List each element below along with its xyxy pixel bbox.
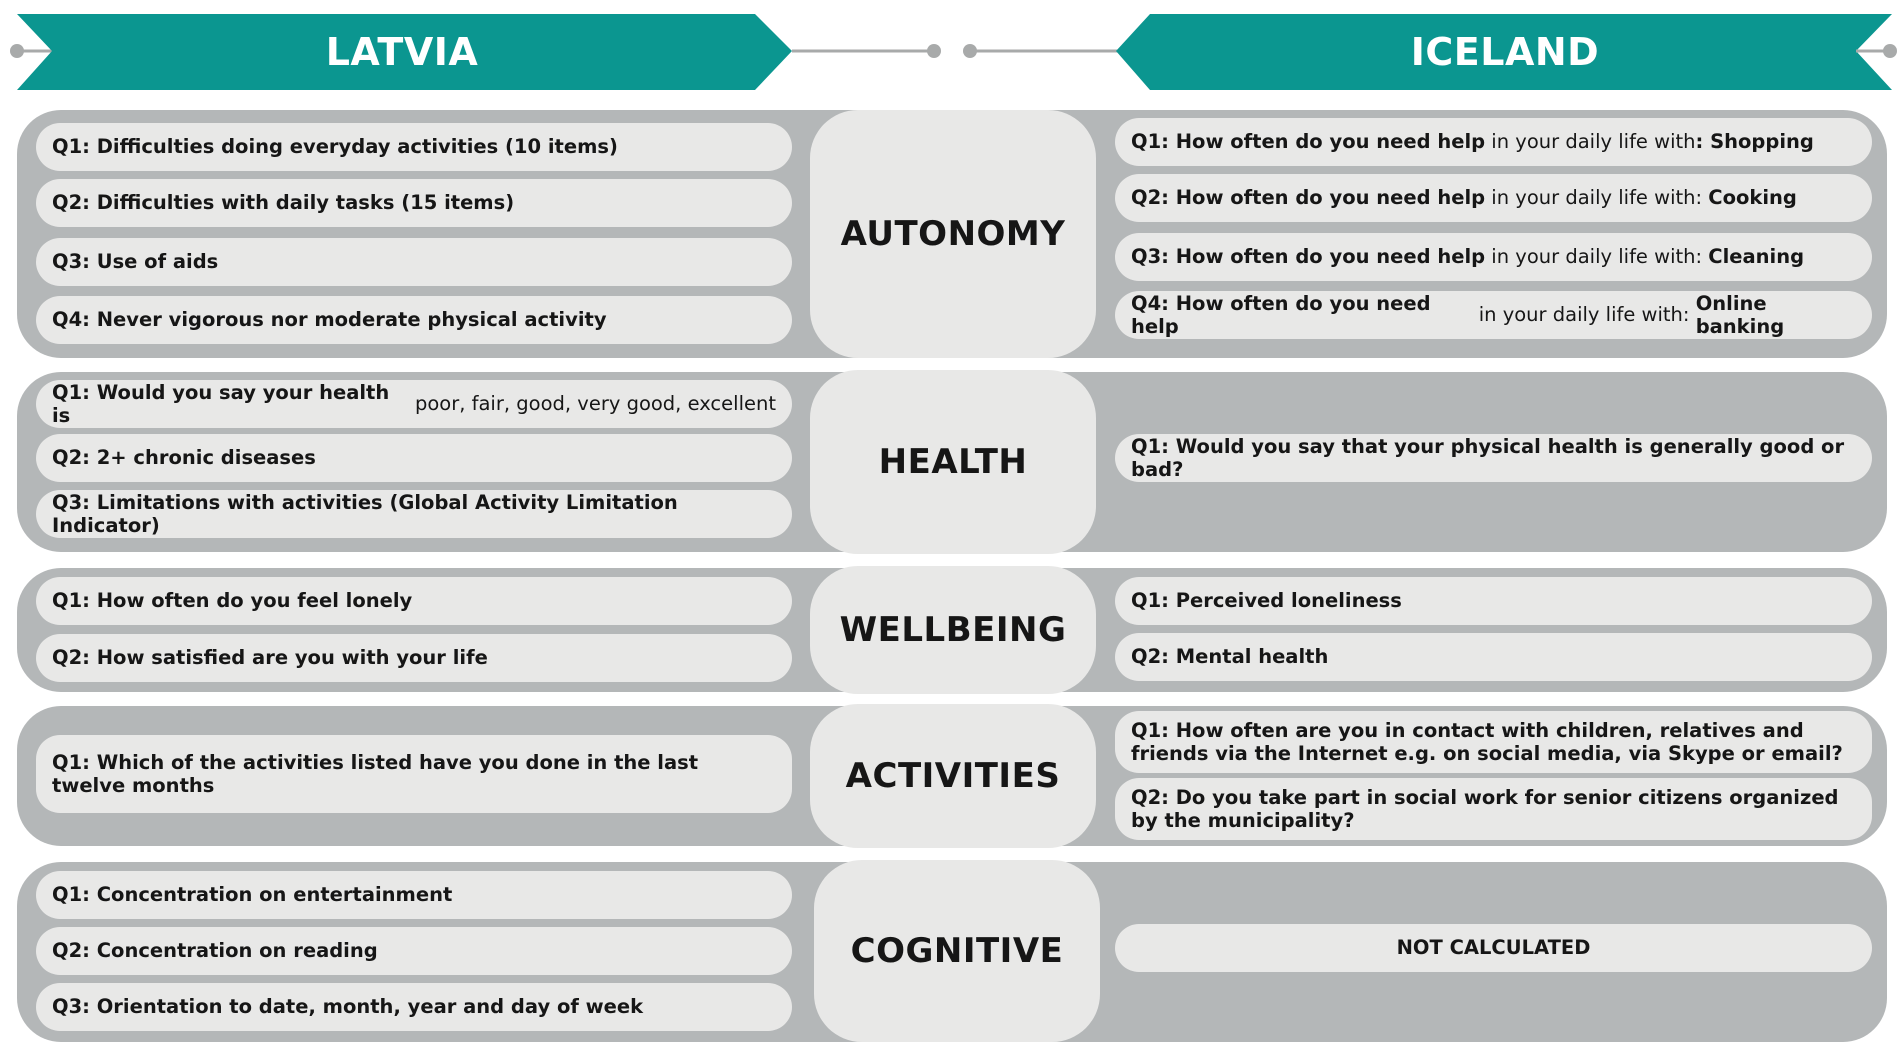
iceland-title: ICELAND <box>1410 30 1600 74</box>
autonomy-iceland-q1-normal: in your daily life with <box>1485 130 1696 154</box>
cognitive-latvia-q3: Q3: Orientation to date, month, year and day of week <box>36 983 792 1031</box>
health-latvia-q3: Q3: Limitations with activities (Global Activity Limitation Indicator) <box>36 490 792 538</box>
wellbeing-iceland-q2: Q2: Mental health <box>1115 633 1872 681</box>
latvia-title: LATVIA <box>325 30 479 74</box>
activities-label: ACTIVITIES <box>810 704 1096 848</box>
autonomy-iceland-q2-normal: in your daily life with: <box>1485 186 1709 210</box>
wellbeing-latvia-q1: Q1: How often do you feel lonely <box>36 577 792 625</box>
center-connector <box>792 44 1120 58</box>
autonomy-iceland-q3-item: Cleaning <box>1708 245 1805 269</box>
health-latvia-q2: Q2: 2+ chronic diseases <box>36 434 792 482</box>
activities-iceland-q1: Q1: How often are you in contact with children, relatives and friends via the Internet e.g. on social media, via Skype or email? <box>1115 711 1872 773</box>
autonomy-iceland-q3 <box>1115 233 1872 281</box>
wellbeing-latvia-q2: Q2: How satisfied are you with your life <box>36 634 792 682</box>
autonomy-iceland-q4-bold: Q4: How often do you need help <box>1131 291 1431 338</box>
autonomy-iceland-q2-bold: Q2: How often do you need help <box>1131 186 1486 210</box>
cognitive-latvia-q1: Q1: Concentration on entertainment <box>36 871 792 919</box>
autonomy-latvia-q4: Q4: Never vigorous nor moderate physical activity <box>36 296 792 344</box>
health-latvia-q1-bold: Q1: Would you say your health is <box>52 380 390 427</box>
health-latvia-q1-options: poor, fair, good, very good, excellent <box>408 392 776 416</box>
health-label: HEALTH <box>810 370 1096 554</box>
autonomy-label: AUTONOMY <box>810 110 1096 358</box>
cognitive-iceland-not-calculated: NOT CALCULATED <box>1115 924 1872 972</box>
health-latvia-q1 <box>36 380 792 428</box>
autonomy-latvia-q2: Q2: Difficulties with daily tasks (15 items) <box>36 179 792 227</box>
autonomy-iceland-q1-item: : Shopping <box>1695 130 1814 154</box>
autonomy-latvia-q3: Q3: Use of aids <box>36 238 792 286</box>
autonomy-iceland-q1-bold: Q1: How often do you need help <box>1131 130 1486 154</box>
autonomy-iceland-q2-item: Cooking <box>1708 186 1797 210</box>
autonomy-iceland-q3-normal: in your daily life with: <box>1485 245 1709 269</box>
autonomy-iceland-q2 <box>1115 174 1872 222</box>
activities-iceland-q2: Q2: Do you take part in social work for senior citizens organized by the municipality? <box>1115 778 1872 840</box>
cognitive-latvia-q2: Q2: Concentration on reading <box>36 927 792 975</box>
autonomy-iceland-q1 <box>1115 118 1872 166</box>
wellbeing-iceland-q1: Q1: Perceived loneliness <box>1115 577 1872 625</box>
right-connector <box>1856 44 1897 58</box>
wellbeing-label: WELLBEING <box>810 566 1096 694</box>
autonomy-iceland-q4-normal: in your daily life with: <box>1472 303 1696 327</box>
cognitive-label: COGNITIVE <box>814 860 1100 1042</box>
autonomy-iceland-q4-item: Online banking <box>1695 291 1785 338</box>
health-iceland-q1: Q1: Would you say that your physical health is generally good or bad? <box>1115 434 1872 482</box>
autonomy-iceland-q3-bold: Q3: How often do you need help <box>1131 245 1486 269</box>
autonomy-iceland-q4 <box>1115 291 1872 339</box>
autonomy-latvia-q1: Q1: Difficulties doing everyday activities (10 items) <box>36 123 792 171</box>
activities-latvia-q1: Q1: Which of the activities listed have you done in the last twelve months <box>36 735 792 813</box>
